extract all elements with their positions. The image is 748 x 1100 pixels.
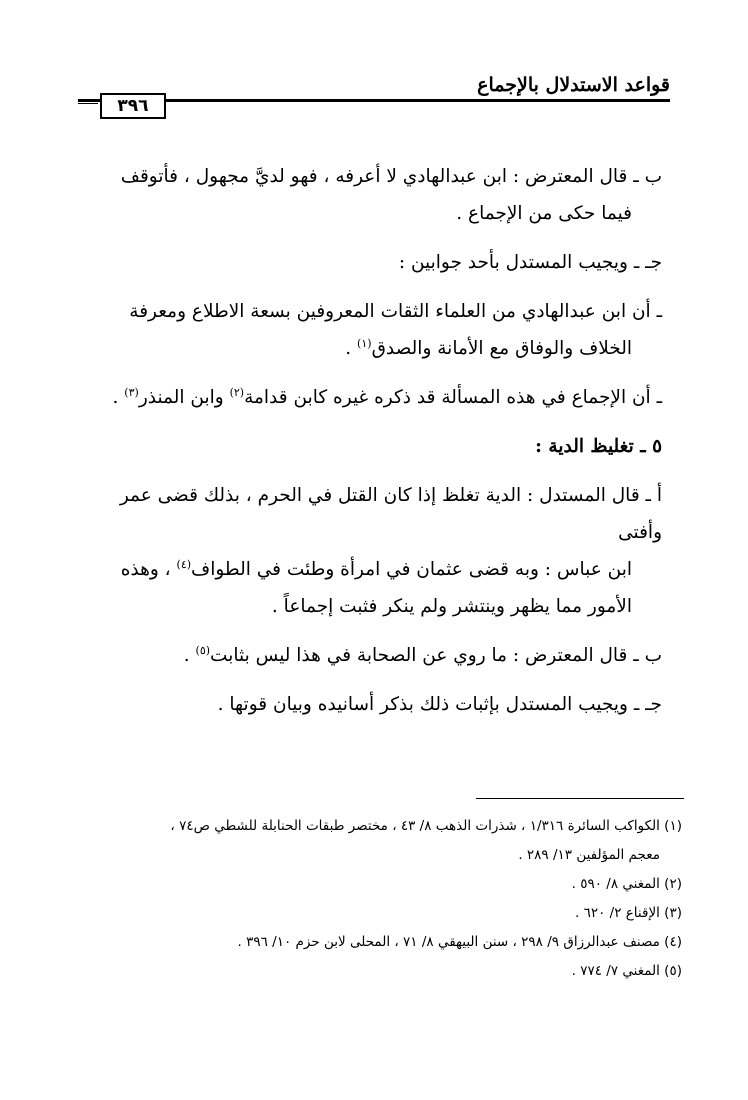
paragraph-line	[86, 330, 662, 367]
paragraph-answer-2	[86, 379, 662, 416]
footnote-line: معجم المؤلفين ١٣/ ٢٨٩ .	[518, 847, 660, 863]
paragraph-line: فيما حكى من الإجماع .	[456, 203, 632, 224]
footnote-line: (٥) المغني ٧/ ٧٧٤ .	[571, 963, 682, 979]
page-number: ٣٩٦	[100, 93, 166, 119]
paragraph-argument-a	[86, 477, 662, 625]
line-tail: .	[183, 645, 196, 666]
footnote-line: (٣) الإقناع ٢/ ٦٢٠ .	[574, 905, 682, 921]
footnote-2	[66, 870, 682, 899]
footnote-separator	[476, 798, 684, 799]
paragraph-line: الأمور مما يظهر وينتشر ولم ينكر فثبت إجماعاً .	[271, 596, 632, 617]
footnote-line: (١) الكواكب السائرة ١/٣١٦ ، شذرات الذهب ٨/ ٤٣ ، مختصر طبقات الحنابلة للشطي ص٧٤ ،	[170, 818, 682, 834]
footnotes	[66, 812, 682, 986]
line-tail: .	[112, 387, 125, 408]
footnote-5	[66, 957, 682, 986]
footnote-ref: (٢)	[229, 385, 245, 399]
footnote-ref: (١)	[357, 336, 372, 350]
paragraph-line: جـ ـ ويجيب المستدل بأحد جوابين :	[398, 252, 662, 273]
paragraph-objector-b	[86, 158, 662, 232]
line-text: ـ أن الإجماع في هذه المسألة قد ذكره غيره كابن قدامة	[244, 387, 662, 408]
footnote-3	[66, 899, 682, 928]
line-text: ابن عباس : وبه قضى عثمان في امرأة وطئت في الطواف	[191, 559, 632, 580]
line-text: ب ـ قال المعترض : ما روي عن الصحابة في هذا ليس بثابت	[210, 645, 662, 666]
paragraph-responder-c2	[86, 686, 662, 723]
footnote-ref: (٤)	[176, 557, 192, 571]
footnote-line: (٢) المغني ٨/ ٥٩٠ .	[571, 876, 682, 892]
paragraph-line: أ ـ قال المستدل : الدية تغلظ إذا كان القتل في الحرم ، بذلك قضى عمر وأفتى	[119, 485, 662, 543]
header-rule	[78, 99, 670, 102]
paragraph-answer-1	[86, 293, 662, 367]
footnote-1	[66, 812, 682, 870]
section-heading: ٥ ـ تغليظ الدية :	[535, 436, 662, 457]
line-text: ، وهذه	[120, 559, 177, 580]
footnote-4	[66, 928, 682, 957]
footnote-ref: (٣)	[124, 385, 139, 399]
main-text	[86, 158, 662, 735]
paragraph-responder-c	[86, 244, 662, 281]
paragraph-line: ب ـ قال المعترض : ابن عبدالهادي لا أعرفه ، فهو لديَّ مجهول ، فأتوقف	[120, 166, 662, 187]
footnote-ref: (٥)	[195, 643, 211, 657]
paragraph-objector-b2	[86, 637, 662, 674]
line-text: وابن المنذر	[138, 387, 230, 408]
running-title: قواعد الاستدلال بالإجماع	[477, 74, 670, 96]
paragraph-line	[86, 551, 662, 588]
line-tail: .	[345, 338, 358, 359]
header-rule-tail	[78, 103, 98, 104]
line-text: الخلاف والوفاق مع الأمانة والصدق	[371, 338, 632, 359]
paragraph-line: ـ أن ابن عبدالهادي من العلماء الثقات المعروفين بسعة الاطلاع ومعرفة	[129, 301, 662, 322]
footnote-line: (٤) مصنف عبدالرزاق ٩/ ٢٩٨ ، سنن البيهقي ٨/ ٧١ ، المحلى لابن حزم ١٠/ ٣٩٦ .	[237, 934, 682, 950]
page-header	[78, 72, 670, 122]
paragraph-line: جـ ـ ويجيب المستدل بإثبات ذلك بذكر أسانيده وبيان قوتها .	[217, 694, 662, 715]
